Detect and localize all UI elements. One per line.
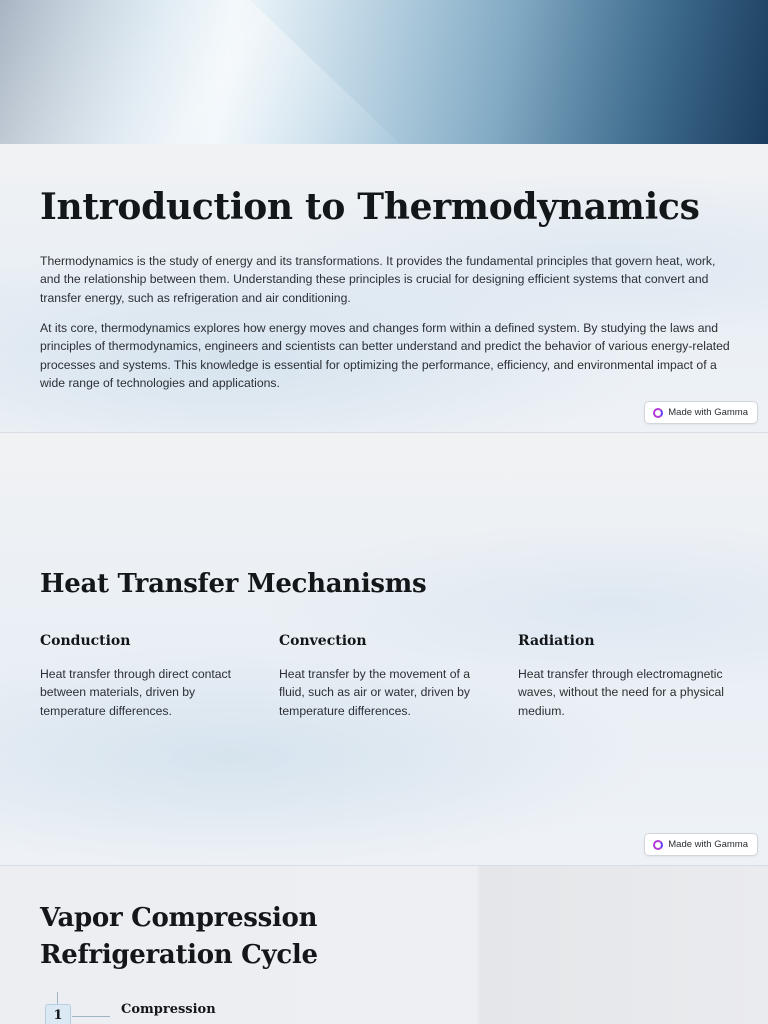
timeline-branch — [72, 1016, 110, 1017]
step-number-badge: 1 — [45, 1004, 71, 1024]
gamma-logo-icon — [653, 408, 663, 418]
badge-label: Made with Gamma — [668, 407, 748, 418]
conduction-column — [40, 633, 250, 720]
heat-transfer-card — [0, 433, 768, 866]
column-heading: Radiation — [518, 633, 595, 649]
refrigeration-cycle-title: Vapor Compression Refrigeration Cycle — [40, 903, 318, 970]
heat-transfer-title: Heat Transfer Mechanisms — [40, 569, 427, 599]
column-heading: Convection — [279, 633, 367, 649]
column-text: Heat transfer through direct contact between materials, driven by temperature differences. — [40, 667, 232, 718]
intro-paragraph-1: Thermodynamics is the study of energy and its transformations. It provides the fundamental principles that govern heat, work, and the relationship between them. Understanding these principles is crucial for designing efficient systems that convert and transfer energy, such as refrigeration and air conditioning. — [40, 254, 716, 305]
intro-title: Introduction to Thermodynamics — [40, 186, 700, 228]
radiation-column — [518, 633, 728, 720]
hero-banner — [0, 0, 768, 144]
column-text: Heat transfer through electromagnetic waves, without the need for a physical medium. — [518, 667, 724, 718]
gamma-logo-icon — [653, 840, 663, 850]
intro-paragraph-2: At its core, thermodynamics explores how energy moves and changes form within a defined system. By studying the laws and principles of thermodynamics, engineers and scientists can better understand and predict the behavior of various energy-related processes and systems. This knowledge is essential for optimizing the performance, efficiency, and environmental impact of a wide range of technologies and applications. — [40, 321, 730, 391]
column-text: Heat transfer by the movement of a fluid, such as air or water, driven by temperature differences. — [279, 667, 471, 718]
refrigeration-cycle-card — [0, 866, 768, 1024]
badge-label: Made with Gamma — [668, 839, 748, 850]
made-with-gamma-button[interactable] — [644, 833, 758, 856]
intro-card — [0, 144, 768, 433]
made-with-gamma-button[interactable] — [644, 401, 758, 424]
column-heading: Conduction — [40, 633, 131, 649]
convection-column — [279, 633, 489, 720]
step-label: Compression — [121, 1002, 216, 1017]
